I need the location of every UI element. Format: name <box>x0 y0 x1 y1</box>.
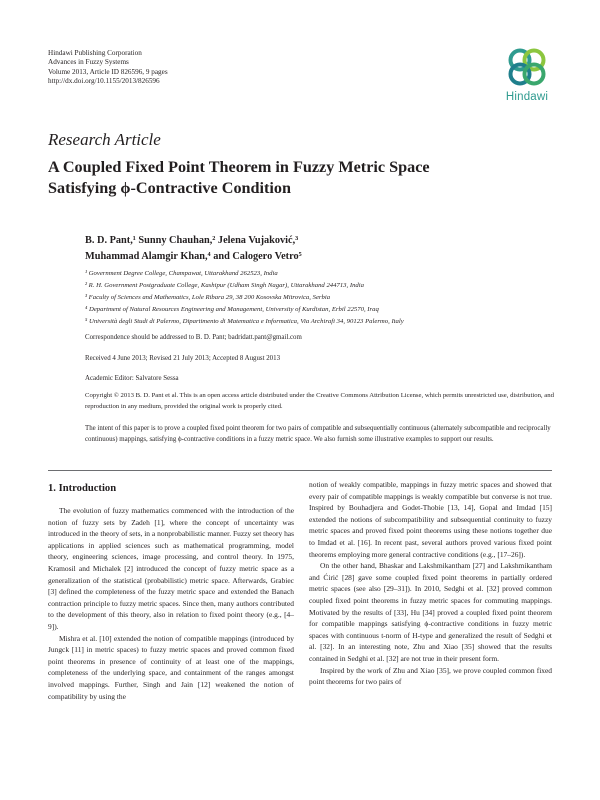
author-line: B. D. Pant,¹ Sunny Chauhan,² Jelena Vujaković,³ <box>85 235 299 246</box>
body-paragraph: Inspired by the work of Zhu and Xiao [35], we prove coupled common fixed point theorems for two pairs of <box>309 665 552 687</box>
volume-line: Volume 2013, Article ID 826596, 9 pages <box>48 67 168 76</box>
author-line: Muhammad Alamgir Khan,⁴ and Calogero Vetro⁵ <box>85 251 302 262</box>
body-paragraph: Mishra et al. [10] extended the notion of compatible mappings (introduced by Jungck [11] in metric spaces) to fuzzy metric spaces and proved common fixed point theorems in presence of continuity of at least one of the mappings, completeness of the underlying space, and containment of the ranges amongst involved mappings. Further, Singh and Jain [12] weakened the notion of compatibility by using the <box>48 633 294 701</box>
affiliation-item: ⁵ Università degli Studi di Palermo, Dipartimento di Matematica e Informatica, Via Archirafi 34, 90123 Palermo, Italy <box>85 317 404 325</box>
correspondence-note: Correspondence should be addressed to B. D. Pant; badridatt.pant@gmail.com <box>85 334 302 341</box>
journal-line: Advances in Fuzzy Systems <box>48 58 129 67</box>
journal-masthead <box>48 49 168 86</box>
affiliation-item: ² R. H. Government Postgraduate College, Kashipur (Udham Singh Nagar), Uttarakhand 244713, India <box>85 281 364 289</box>
copyright-notice: Copyright © 2013 B. D. Pant et al. This is an open access article distributed under the Creative Commons Attribution License, which permits unrestricted use, distribution, and reproduction in any medium, provided the original work is properly cited. <box>85 392 554 410</box>
affiliation-item: ¹ Government Degree College, Champawat, Uttarakhand 262523, India <box>85 270 278 277</box>
academic-editor: Academic Editor: Salvatore Sessa <box>85 375 179 382</box>
section-divider <box>48 470 552 471</box>
title-line: A Coupled Fixed Point Theorem in Fuzzy Metric Space <box>48 158 430 176</box>
doi-link[interactable]: http://dx.doi.org/10.1155/2013/826596 <box>48 76 160 85</box>
article-type: Research Article <box>48 130 161 149</box>
hindawi-rings-icon <box>504 44 550 90</box>
affiliation-item: ³ Faculty of Sciences and Mathematics, Lole Ribara 29, 38 200 Kosovska Mitrovica, Serbia <box>85 293 331 301</box>
submission-dates: Received 4 June 2013; Revised 21 July 2013; Accepted 8 August 2013 <box>85 355 281 362</box>
left-column <box>48 505 294 702</box>
affiliation-list <box>85 268 575 328</box>
paper-title <box>48 157 548 199</box>
right-column <box>309 479 552 688</box>
author-list <box>85 233 555 265</box>
abstract: The intent of this paper is to prove a coupled fixed point theorem for two pairs of compatible and subsequentially continuous (alternately subcompatible and reciprocally continuous) mappings, satisfying ϕ-contractive conditions in a fuzzy metric space. We also furnish some illustrative examples to support our results. <box>85 425 551 443</box>
section-heading: 1. Introduction <box>48 483 117 494</box>
body-paragraph: The evolution of fuzzy mathematics commenced with the introduction of the notion of fuzzy sets by Zadeh [1], where the concept of uncertainty was introduced in the theory of sets, in a nonprobabilistic manner. Fuzzy set theory has applications in applied sciences such as mathematical programming, model theory, engineering sciences, image processing, and control theory. In 1975, Kramosil and Michalek [2] introduced the concept of fuzzy metric space as a generalization of the statistical (probabilistic) metric space. Afterwards, Grabiec [3] defined the completeness of the fuzzy metric space and extended the Banach contraction principle to fuzzy metric spaces. Since then, many authors contributed to the development of this theory, also in relation to fixed point theory (e.g., [4–9]). <box>48 506 294 631</box>
title-line: Satisfying ϕ-Contractive Condition <box>48 179 292 197</box>
logo-wordmark: Hindawi <box>505 91 549 103</box>
hindawi-logo <box>496 44 558 103</box>
body-paragraph: On the other hand, Bhaskar and Lakshmikantham [27] and Lakshmikantham and Ćirić [28] gave some coupled fixed point theorems in partially ordered metric spaces (see also [29–31]). In 2010, Sedghi et al. [32] proved common coupled fixed point theorems in fuzzy metric spaces for commuting mappings. Motivated by the results of [33], Hu [34] proved a coupled fixed point theorem for compatible mappings satisfying ϕ-contractive conditions in fuzzy metric spaces with continuous t-norm of H-type and generalized the result of Sedghi et al. [32]. In an interesting note, Zhu and Xiao [35] showed that the results contained in Sedghi et al. [32] are not true in their present form. <box>309 561 552 663</box>
body-paragraph: notion of weakly compatible, mappings in fuzzy metric spaces and showed that every pair of compatible mappings is weakly compatible but converse is not true. Inspired by Bouhadjera and Godet-Thobie [13, 14], Gopal and Imdad [15] extended the notions of subcompatibility and subsequential continuity to fuzzy metric spaces and proved fixed point theorems using these notions together due to Imdad et al. [16]. In recent past, several authors proved various fixed point theorems employing more general contractive conditions (e.g., [17–26]). <box>309 480 552 559</box>
publisher-line: Hindawi Publishing Corporation <box>48 49 142 57</box>
affiliation-item: ⁴ Department of Natural Resources Engineering and Management, University of Kurdistan, Erbil 22570, Iraq <box>85 305 379 313</box>
